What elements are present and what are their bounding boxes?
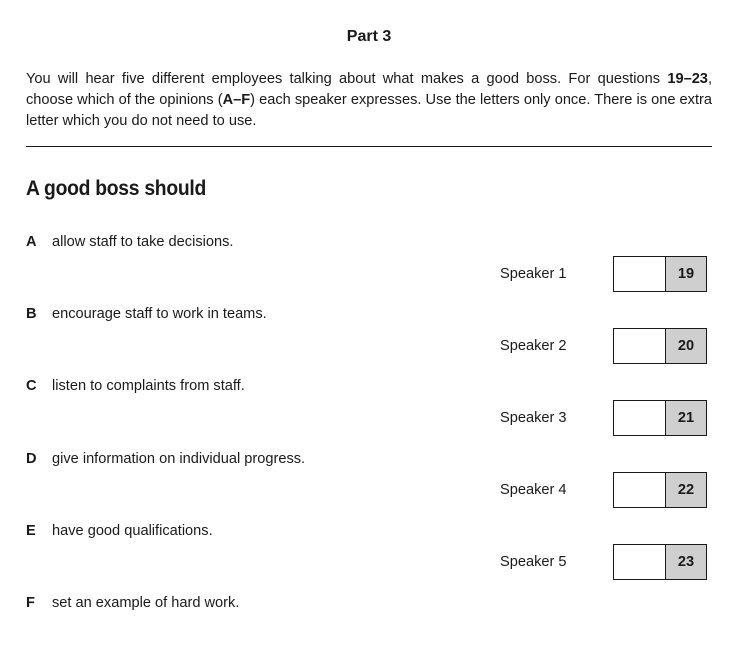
option-text: set an example of hard work. [52, 595, 240, 611]
question-number: 21 [666, 401, 706, 435]
question-number: 22 [666, 473, 706, 507]
speaker-label: Speaker 4 [500, 482, 567, 498]
option-text: encourage staff to work in teams. [52, 306, 267, 322]
answer-input-19[interactable] [614, 257, 666, 291]
speaker-label: Speaker 5 [500, 554, 567, 570]
option-text: have good qualifications. [52, 523, 213, 539]
option-d [26, 451, 305, 467]
option-letter: E [26, 523, 36, 539]
option-letter: D [26, 451, 37, 467]
answer-box-21 [613, 400, 707, 436]
speaker-label: Speaker 1 [500, 266, 567, 282]
option-letter: C [26, 378, 37, 394]
instructions-text-1: You will hear five different employees talking about what makes a good boss. For questions [26, 71, 668, 87]
instructions-letter-range: A–F [222, 92, 251, 108]
question-number: 19 [666, 257, 706, 291]
instructions [26, 69, 712, 132]
answer-input-22[interactable] [614, 473, 666, 507]
answer-input-23[interactable] [614, 545, 666, 579]
question-number: 20 [666, 329, 706, 363]
option-letter: A [26, 234, 37, 250]
option-e [26, 523, 213, 539]
part-title: Part 3 [346, 28, 392, 45]
answer-input-20[interactable] [614, 329, 666, 363]
section-heading: A good boss should [26, 177, 206, 200]
option-letter: F [26, 595, 35, 611]
answer-box-22 [613, 472, 707, 508]
option-b [26, 306, 267, 322]
option-text: allow staff to take decisions. [52, 234, 234, 250]
option-letter: B [26, 306, 37, 322]
answer-input-21[interactable] [614, 401, 666, 435]
answer-box-23 [613, 544, 707, 580]
speaker-label: Speaker 2 [500, 338, 567, 354]
divider [26, 146, 712, 147]
answer-box-20 [613, 328, 707, 364]
instructions-text-2: , choose which of the opinions ( [26, 71, 712, 108]
instructions-text-3: ) each speaker expresses. Use the letters only once. There is one extra letter which you do not need to use. [26, 92, 712, 129]
option-a [26, 234, 233, 250]
answer-box-19 [613, 256, 707, 292]
speaker-label: Speaker 3 [500, 410, 567, 426]
option-text: listen to complaints from staff. [52, 378, 245, 394]
instructions-question-range: 19–23 [667, 71, 708, 87]
option-text: give information on individual progress. [52, 451, 306, 467]
option-f [26, 595, 239, 611]
question-number: 23 [666, 545, 706, 579]
option-c [26, 378, 245, 394]
